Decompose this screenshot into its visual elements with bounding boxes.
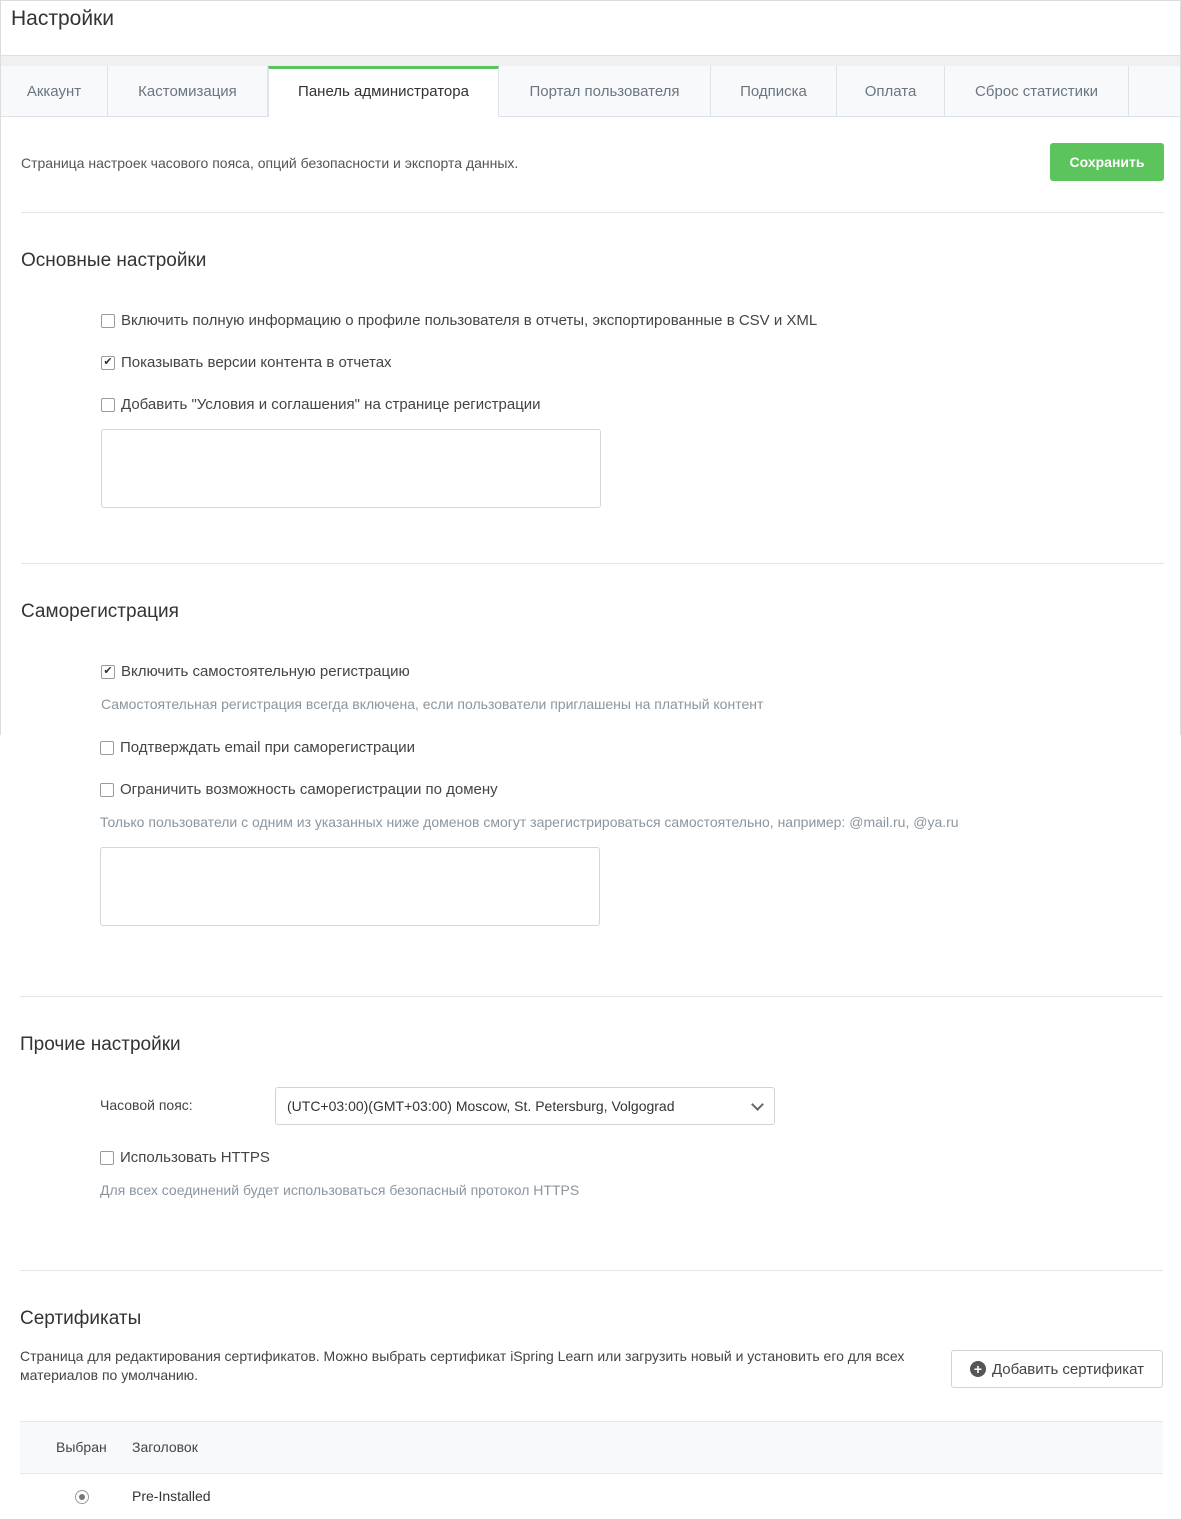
option-label: Включить полную информацию о профиле пользователя в отчеты, экспортированные в CSV и XML: [121, 312, 818, 329]
option-use-https[interactable]: [100, 1149, 270, 1166]
option-label: Включить самостоятельную регистрацию: [121, 663, 410, 680]
option-label: Добавить "Условия и соглашения" на странице регистрации: [121, 396, 541, 413]
timezone-select[interactable]: [275, 1087, 775, 1125]
https-hint: Для всех соединений будет использоваться безопасный протокол HTTPS: [100, 1182, 580, 1198]
tab-bar: [1, 66, 1180, 117]
column-title: Заголовок: [132, 1439, 198, 1455]
terms-textarea[interactable]: [101, 429, 601, 508]
option-restrict-domain[interactable]: [100, 781, 498, 798]
divider: [20, 1270, 1163, 1271]
title-separator: [1, 55, 1180, 66]
option-label: Показывать версии контента в отчетах: [121, 354, 392, 371]
tab-admin-panel[interactable]: Панель администратора: [268, 66, 499, 117]
checkbox[interactable]: ✔: [101, 665, 115, 679]
intro-text: Страница настроек часового пояса, опций безопасности и экспорта данных.: [21, 155, 519, 171]
cert-selected-radio[interactable]: [75, 1490, 89, 1504]
timezone-label: Часовой пояс:: [100, 1097, 193, 1113]
divider: [20, 996, 1163, 997]
certs-description: Страница для редактирования сертификатов. Можно выбрать сертификат iSpring Learn или загрузить новый и установить его для всех материалов по умолчанию.: [20, 1348, 905, 1383]
plus-circle-icon: +: [970, 1361, 986, 1377]
option-confirm-email[interactable]: [100, 739, 415, 756]
option-show-content-versions[interactable]: [101, 354, 392, 371]
domains-textarea[interactable]: [100, 847, 600, 926]
section-title-selfreg: Саморегистрация: [21, 601, 179, 622]
chevron-down-icon: [751, 1098, 764, 1111]
tab-payment[interactable]: Оплата: [837, 66, 945, 116]
restrict-domain-hint: Только пользователи с одним из указанных ниже доменов смогут зарегистрироваться самостоятельно, например: @mail.ru, @ya.ru: [100, 814, 959, 830]
tab-account[interactable]: Аккаунт: [1, 66, 108, 116]
checkbox[interactable]: [100, 741, 114, 755]
section-title-certs: Сертификаты: [20, 1308, 142, 1329]
checkbox[interactable]: [100, 783, 114, 797]
certs-table-header: [20, 1421, 1163, 1474]
option-terms-on-registration[interactable]: [101, 396, 541, 413]
tab-reset-stats[interactable]: Сброс статистики: [945, 66, 1129, 116]
checkbox[interactable]: [101, 398, 115, 412]
section-title-other: Прочие настройки: [20, 1034, 181, 1055]
option-label: Использовать HTTPS: [120, 1149, 270, 1166]
option-enable-selfreg[interactable]: [101, 663, 410, 680]
add-certificate-label: Добавить сертификат: [991, 1360, 1145, 1378]
checkbox[interactable]: [101, 314, 115, 328]
save-button[interactable]: Сохранить: [1050, 143, 1164, 181]
add-certificate-button[interactable]: [951, 1350, 1163, 1388]
cert-title: Pre-Installed: [132, 1488, 211, 1504]
tab-subscription[interactable]: Подписка: [711, 66, 837, 116]
option-label: Подтверждать email при саморегистрации: [120, 739, 416, 756]
tab-customization[interactable]: Кастомизация: [108, 66, 268, 116]
column-selected: Выбран: [56, 1439, 107, 1455]
option-label: Ограничить возможность саморегистрации по домену: [120, 781, 498, 798]
tab-user-portal[interactable]: Портал пользователя: [499, 66, 711, 116]
page-title: Настройки: [11, 7, 114, 30]
section-title-basic: Основные настройки: [21, 250, 207, 271]
option-full-profile-export[interactable]: [101, 312, 817, 329]
divider: [21, 212, 1164, 213]
divider: [21, 563, 1164, 564]
selfreg-hint: Самостоятельная регистрация всегда включена, если пользователи приглашены на платный контент: [101, 696, 764, 712]
checkbox[interactable]: [100, 1151, 114, 1165]
timezone-value: (UTC+03:00)(GMT+03:00) Moscow, St. Petersburg, Volgograd: [287, 1098, 675, 1114]
checkbox[interactable]: ✔: [101, 356, 115, 370]
